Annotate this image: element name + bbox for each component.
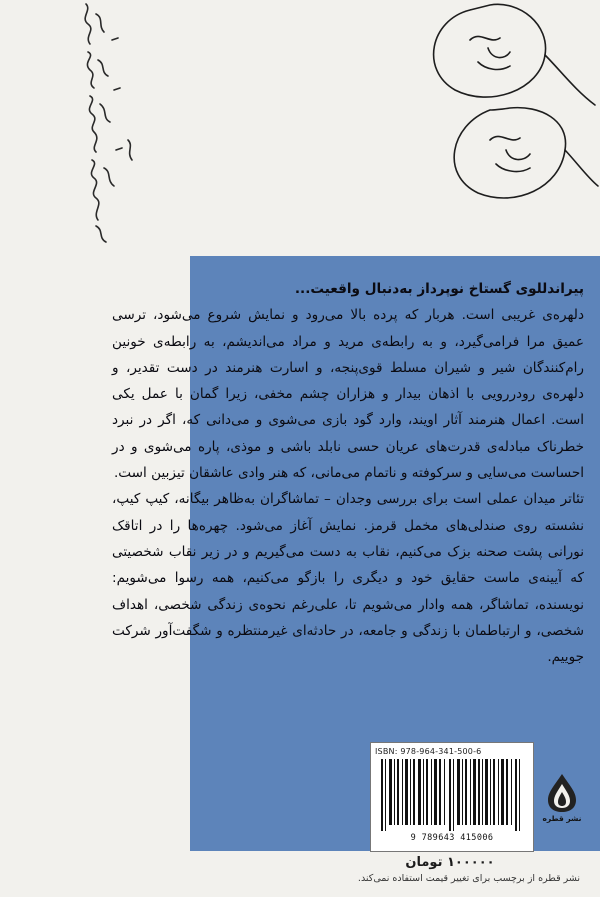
barcode-label <box>370 742 534 852</box>
back-cover-blurb <box>112 276 584 670</box>
handwriting-drawing <box>0 0 600 250</box>
price-notice: نشر قطره از برچسب برای تغییر قیمت استفاده نمی‌کند. <box>357 873 580 884</box>
barcode-digits: 9 789643 415006 <box>410 833 494 843</box>
isbn-text: ISBN: 978-964-341-500-6 <box>375 747 482 756</box>
blurb-paragraph-1: دلهره‌ی غریبی است. هربار که پرده بالا می‌رود و نمایش شروع می‌شود، ترسی عمیق مرا فرامی‌گیرد، و به رابطه‌ی مرید و مراد می‌اندیشم، به رابطه‌ی خونین رام‌کنندگان شیر و شیران مسلط قوی‌پنجه، و اسارت هنرمند در دست تقدیر، و دلهره‌ی رودررویی با اذهان بیدار و هزاران چشم مخفی، زیرا گمان با عمل یکی است. اعمال هنرمند آثار اویند، وارد گود بازی می‌شوی و می‌دانی که، اگر در نبرد خطرناک مبادله‌ی قدرت‌های عریان حسی نابلد باشی و موذی، پاره می‌شوی و در احساست می‌سایی و سرکوفته و ناتمام می‌مانی، که هنر وادی عاشقان تیزبین است. <box>112 307 584 482</box>
handwritten-artwork <box>0 0 600 250</box>
barcode-icon <box>375 759 529 831</box>
drop-logo-icon <box>542 772 582 814</box>
blurb-hook: پیراندللوی گستاخ نوپرداز به‌دنبال واقعیت... <box>294 281 584 297</box>
publisher-logo <box>542 772 582 828</box>
publisher-name: نشر قطره <box>542 814 582 823</box>
price-label: ۱۰۰۰۰۰ تومان <box>405 855 495 870</box>
blurb-paragraph-2: تئاتر میدان عملی است برای بررسی وجدان – تماشاگران به‌ظاهر بیگانه، کیپ کیپ، نشسته روی صندلی‌های مخمل قرمز. نمایش آغاز می‌شود. چهره‌ها را در اتاقک نورانی پشت صحنه بزک می‌کنیم، نقاب به دست می‌گیریم و در زیر نقاب شخصیتی که آیینه‌ی ماست حقایق خود و دیگری را بازگو می‌کنیم، همه رسوا می‌شویم: نویسنده، تماشاگر، همه وادار می‌شویم تا، علی‌رغم نحوه‌ی زندگی شخصی، اهداف شخصی، و ارتباطمان با زندگی و جامعه، در حادثه‌ای غیرمنتظره و شگفت‌آور شرکت جوییم. <box>112 491 584 666</box>
